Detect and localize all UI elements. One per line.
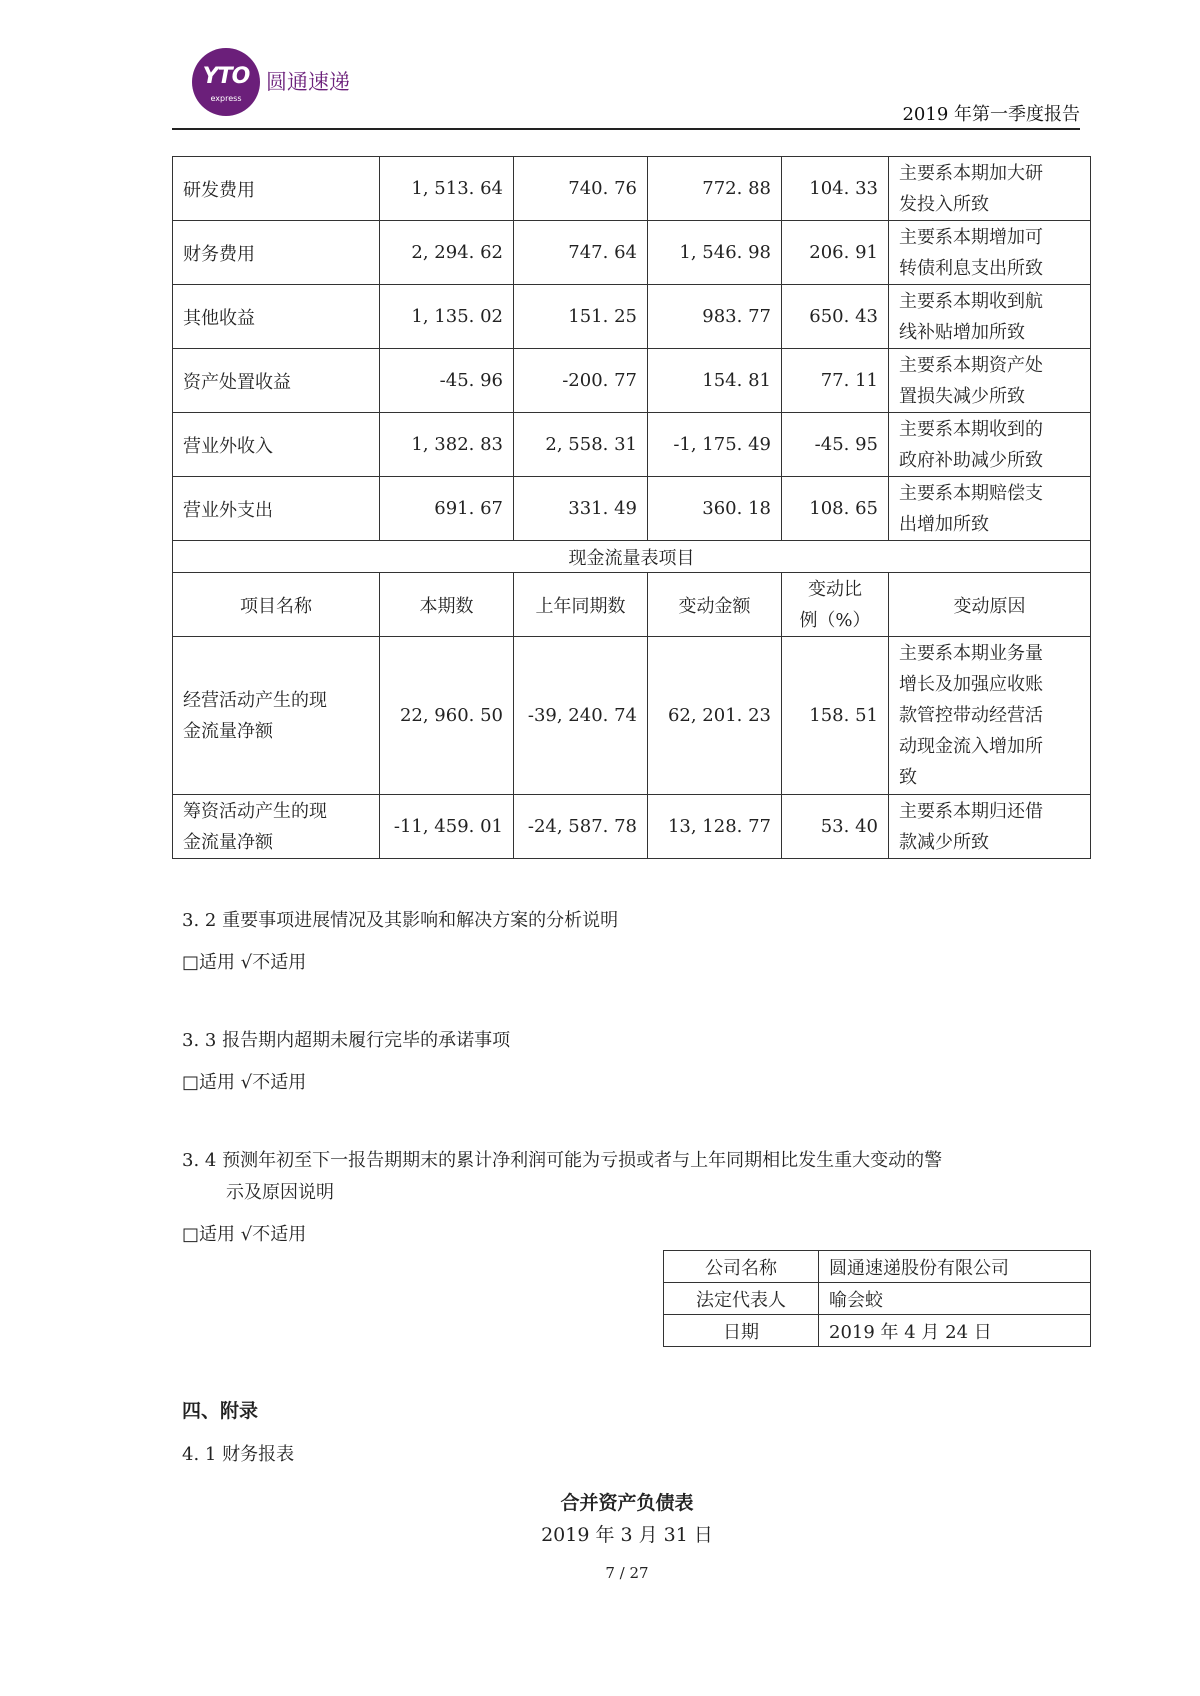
signature-label: 法定代表人 (664, 1283, 819, 1315)
change-value: 360. 18 (648, 477, 782, 541)
reason-line: 主要系本期收到的 (899, 418, 1043, 440)
name-line: 金流量净额 (183, 720, 273, 742)
applicable-checkbox-3-3: □适用 √不适用 (182, 1072, 307, 1093)
item-name: 营业外支出 (173, 477, 380, 541)
prior-value: 151. 25 (514, 285, 648, 349)
reason-line: 转债利息支出所致 (899, 257, 1043, 279)
current-value: -45. 96 (380, 349, 514, 413)
name-line: 金流量净额 (183, 831, 273, 853)
reason-line: 主要系本期赔偿支 (899, 482, 1043, 504)
applicable-checkbox-3-4: □适用 √不适用 (182, 1224, 307, 1245)
change-pct: 108. 65 (782, 477, 889, 541)
change-pct: -45. 95 (782, 413, 889, 477)
col-header-change: 变动金额 (648, 573, 782, 637)
section-3-2-heading: 3. 2 重要事项进展情况及其影响和解决方案的分析说明 (182, 910, 619, 931)
variance-table (172, 156, 1091, 859)
header-line: 变动比 (808, 578, 862, 600)
header-line: 例（%） (799, 609, 871, 631)
current-value: -11, 459. 01 (380, 795, 514, 859)
item-name: 营业外收入 (173, 413, 380, 477)
change-pct: 158. 51 (782, 637, 889, 795)
table-row (173, 221, 1091, 285)
current-value: 1, 135. 02 (380, 285, 514, 349)
signature-value: 2019 年 4 月 24 日 (819, 1315, 1091, 1347)
name-line: 筹资活动产生的现 (183, 800, 327, 822)
logo-sub: express (210, 94, 242, 103)
signature-value: 圆通速递股份有限公司 (819, 1251, 1091, 1283)
current-value: 22, 960. 50 (380, 637, 514, 795)
reason-line: 置损失减少所致 (899, 385, 1025, 407)
change-value: 983. 77 (648, 285, 782, 349)
prior-value: 2, 558. 31 (514, 413, 648, 477)
section-title: 现金流量表项目 (173, 541, 1091, 573)
statement-date: 2019 年 3 月 31 日 (541, 1524, 713, 1546)
item-name: 财务费用 (173, 221, 380, 285)
change-value: 13, 128. 77 (648, 795, 782, 859)
change-pct: 77. 11 (782, 349, 889, 413)
section-3-4-heading-cont: 示及原因说明 (226, 1182, 334, 1203)
reason-line: 主要系本期归还借 (899, 800, 1043, 822)
change-pct: 206. 91 (782, 221, 889, 285)
table-row (173, 349, 1091, 413)
change-value: 1, 546. 98 (648, 221, 782, 285)
prior-value: -39, 240. 74 (514, 637, 648, 795)
statement-title: 合并资产负债表 (560, 1492, 694, 1514)
reason-line: 出增加所致 (899, 513, 989, 535)
item-name (173, 795, 380, 859)
current-value: 1, 513. 64 (380, 157, 514, 221)
reason-line: 主要系本期资产处 (899, 354, 1043, 376)
table-row (173, 285, 1091, 349)
table-row (173, 795, 1091, 859)
change-reason (889, 637, 1091, 795)
reason-line: 主要系本期增加可 (899, 226, 1043, 248)
change-reason (889, 795, 1091, 859)
reason-line: 动现金流入增加所 (899, 736, 1043, 757)
header-row (173, 573, 1091, 637)
prior-value: -200. 77 (514, 349, 648, 413)
item-name (173, 637, 380, 795)
signature-row (664, 1251, 1091, 1283)
change-value: 772. 88 (648, 157, 782, 221)
col-header-name: 项目名称 (173, 573, 380, 637)
change-pct: 53. 40 (782, 795, 889, 859)
change-reason (889, 349, 1091, 413)
reason-line: 发投入所致 (899, 193, 989, 215)
current-value: 1, 382. 83 (380, 413, 514, 477)
change-reason (889, 221, 1091, 285)
signature-label: 日期 (664, 1315, 819, 1347)
reason-line: 致 (899, 767, 917, 788)
change-value: -1, 175. 49 (648, 413, 782, 477)
table-row (173, 477, 1091, 541)
prior-value: 331. 49 (514, 477, 648, 541)
section-3-4-heading: 3. 4 预测年初至下一报告期期末的累计净利润可能为亏损或者与上年同期相比发生重大变动的警 (182, 1150, 943, 1171)
change-reason (889, 413, 1091, 477)
current-value: 2, 294. 62 (380, 221, 514, 285)
signature-value: 喻会蛟 (819, 1283, 1091, 1315)
col-header-reason: 变动原因 (889, 573, 1091, 637)
reason-line: 增长及加强应收账 (899, 674, 1043, 695)
appendix-heading: 四、附录 (182, 1400, 259, 1422)
applicable-checkbox-3-2: □适用 √不适用 (182, 952, 307, 973)
company-short-name: 圆通速递 (266, 70, 350, 94)
logo-mark: YTO (202, 64, 250, 89)
col-header-prior: 上年同期数 (514, 573, 648, 637)
reason-line: 款减少所致 (899, 831, 989, 853)
prior-value: 740. 76 (514, 157, 648, 221)
reason-line: 政府补助减少所致 (899, 449, 1043, 471)
table-row (173, 637, 1091, 795)
item-name: 资产处置收益 (173, 349, 380, 413)
item-name: 其他收益 (173, 285, 380, 349)
header-rule (172, 128, 1080, 130)
change-value: 154. 81 (648, 349, 782, 413)
reason-line: 主要系本期收到航 (899, 290, 1043, 312)
col-header-pct (782, 573, 889, 637)
signature-table (663, 1250, 1091, 1347)
company-logo (192, 48, 260, 116)
table-row (173, 413, 1091, 477)
reason-line: 主要系本期业务量 (899, 643, 1043, 664)
change-pct: 650. 43 (782, 285, 889, 349)
signature-label: 公司名称 (664, 1251, 819, 1283)
reason-line: 款管控带动经营活 (899, 705, 1043, 726)
page-header (172, 44, 1080, 130)
page-number: 7 / 27 (605, 1564, 649, 1582)
section-row (173, 541, 1091, 573)
reason-line: 主要系本期加大研 (899, 162, 1043, 184)
change-reason (889, 285, 1091, 349)
change-value: 62, 201. 23 (648, 637, 782, 795)
change-reason (889, 157, 1091, 221)
prior-value: -24, 587. 78 (514, 795, 648, 859)
signature-row (664, 1315, 1091, 1347)
name-line: 经营活动产生的现 (183, 689, 327, 711)
change-reason (889, 477, 1091, 541)
financial-statements-subheading: 4. 1 财务报表 (182, 1444, 295, 1465)
table-row (173, 157, 1091, 221)
signature-row (664, 1283, 1091, 1315)
prior-value: 747. 64 (514, 221, 648, 285)
col-header-current: 本期数 (380, 573, 514, 637)
item-name: 研发费用 (173, 157, 380, 221)
current-value: 691. 67 (380, 477, 514, 541)
report-title: 2019 年第一季度报告 (902, 104, 1080, 125)
reason-line: 线补贴增加所致 (899, 321, 1025, 343)
section-3-3-heading: 3. 3 报告期内超期未履行完毕的承诺事项 (182, 1030, 511, 1051)
change-pct: 104. 33 (782, 157, 889, 221)
